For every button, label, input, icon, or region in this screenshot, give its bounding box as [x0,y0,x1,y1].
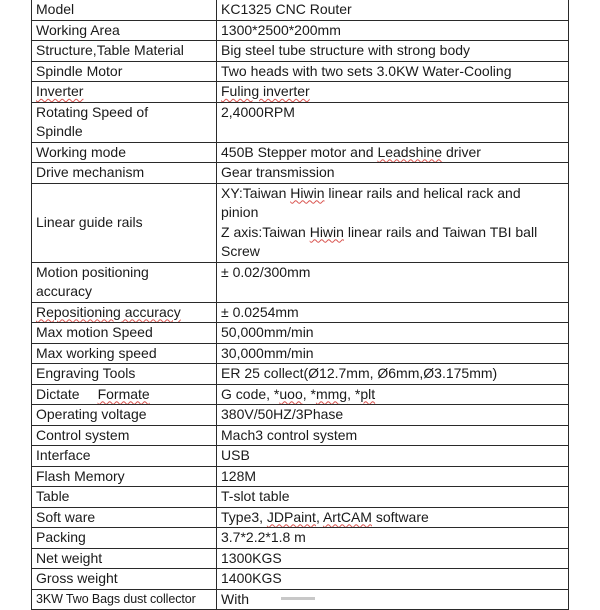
value-interface: USB [217,446,569,467]
value-working-area: 1300*2500*200mm [217,20,569,41]
table-row-motion-positioning [32,262,569,302]
label-software: Soft ware [32,507,217,528]
value-engraving-tools: ER 25 collect(Ø12.7mm, Ø6mm,Ø3.175mm) [217,364,569,385]
value-part: linear rails and helical rack and [324,184,521,201]
label-part: Formate [97,385,150,402]
table-row-structure [32,41,569,62]
table-row-working-area [32,20,569,41]
value-gross-weight: 1400KGS [217,569,569,590]
value-model: KC1325 CNC Router [217,0,569,20]
label-model: Model [32,0,217,20]
label-motion-positioning [32,262,217,302]
label-net-weight: Net weight [32,548,217,569]
value-part: G code, * [221,385,280,402]
label-flash-memory: Flash Memory [32,466,217,487]
table-row-table [32,487,569,508]
value-control-system: Mach3 control system [217,425,569,446]
label-table: Table [32,487,217,508]
table-row-max-working-speed [32,343,569,364]
value-part: , * [302,385,316,402]
value-dictate-formate [217,384,569,405]
value-part: JDPaint [266,508,316,525]
value-part: linear rails and Taiwan TBI ball [343,223,538,240]
table-row-max-motion-speed [32,323,569,344]
table-row-dictate-formate [32,384,569,405]
value-part: plt [360,385,376,402]
label-working-mode: Working mode [32,142,217,163]
value-max-working-speed: 30,000mm/min [217,343,569,364]
table-row-rotating-speed [32,102,569,142]
value-part: ArtCAM [322,508,372,525]
label-inverter [32,82,217,103]
table-row-control-system [32,425,569,446]
table-row-net-weight [32,548,569,569]
label-inverter-text: Inverter [36,83,84,99]
value-part: , * [347,385,361,402]
label-line: accuracy [36,283,93,299]
value-part: 450B Stepper motor and [221,143,378,160]
value-table: T-slot table [217,487,569,508]
label-gross-weight: Gross weight [32,569,217,590]
label-max-working-speed: Max working speed [32,343,217,364]
value-drive-mechanism: Gear transmission [217,163,569,184]
value-part: XY:Taiwan [221,184,291,201]
table-row-operating-voltage [32,405,569,426]
value-packing: 3.7*2.2*1.8 m [217,528,569,549]
value-part: driver [442,143,481,160]
value-part: , [315,508,323,525]
label-repositioning-text: Repositioning accuracy [36,303,181,320]
table-row-inverter [32,82,569,103]
label-part: Dictate [36,385,80,402]
value-net-weight: 1300KGS [217,548,569,569]
table-row-engraving-tools [32,364,569,385]
label-spindle-motor: Spindle Motor [32,61,217,82]
table-row-packing [32,528,569,549]
label-drive-mechanism: Drive mechanism [32,163,217,184]
value-working-mode [217,142,569,163]
label-engraving-tools: Engraving Tools [32,364,217,385]
value-line [221,223,564,243]
value-rotating-speed: 2,4000RPM [217,102,569,142]
value-inverter-text: Fuling inverter [221,83,310,99]
spec-table [31,0,569,610]
value-dust-collector: With [217,589,569,610]
value-line [221,184,564,204]
label-packing: Packing [32,528,217,549]
label-line: Rotating Speed of [36,103,149,120]
label-control-system: Control system [32,425,217,446]
label-repositioning [32,302,217,323]
table-row-gross-weight [32,569,569,590]
value-part: mmg [315,385,348,402]
value-spindle-motor: Two heads with two sets 3.0KW Water-Cooling [217,61,569,82]
table-row-flash-memory [32,466,569,487]
value-motion-positioning: ± 0.02/300mm [217,262,569,302]
label-line: Motion positioning [36,263,149,280]
value-part: Type3, [221,508,267,525]
value-part: software [371,508,429,525]
value-part-brand: Leadshine [377,143,443,160]
value-operating-voltage: 380V/50HZ/3Phase [217,405,569,426]
label-dictate-formate [32,384,217,405]
label-rotating-speed [32,102,217,142]
label-working-area: Working Area [32,20,217,41]
table-row-spindle-motor [32,61,569,82]
value-flash-memory: 128M [217,466,569,487]
table-row-linear-guide [32,183,569,262]
label-structure: Structure,Table Material [32,41,217,62]
table-row-interface [32,446,569,467]
table-row-repositioning [32,302,569,323]
label-interface: Interface [32,446,217,467]
table-row-working-mode [32,142,569,163]
value-inverter [217,82,569,103]
value-part-brand: Hiwin [309,223,344,240]
label-linear-guide: Linear guide rails [32,183,217,262]
value-structure: Big steel tube structure with strong body [217,41,569,62]
value-repositioning: ± 0.0254mm [217,302,569,323]
value-software [217,507,569,528]
table-row-drive-mechanism [32,163,569,184]
table-row-model [32,0,569,20]
label-max-motion-speed: Max motion Speed [32,323,217,344]
value-part: uoo [279,385,303,402]
value-line: pinion [221,204,259,220]
label-dust-collector: 3KW Two Bags dust collector [32,589,217,610]
value-max-motion-speed: 50,000mm/min [217,323,569,344]
value-line: Screw [221,243,260,259]
value-part-brand: Hiwin [290,184,325,201]
value-part: Z axis:Taiwan [221,223,310,240]
label-operating-voltage: Operating voltage [32,405,217,426]
value-linear-guide [217,183,569,262]
table-row-software [32,507,569,528]
label-line: Spindle [36,123,83,139]
